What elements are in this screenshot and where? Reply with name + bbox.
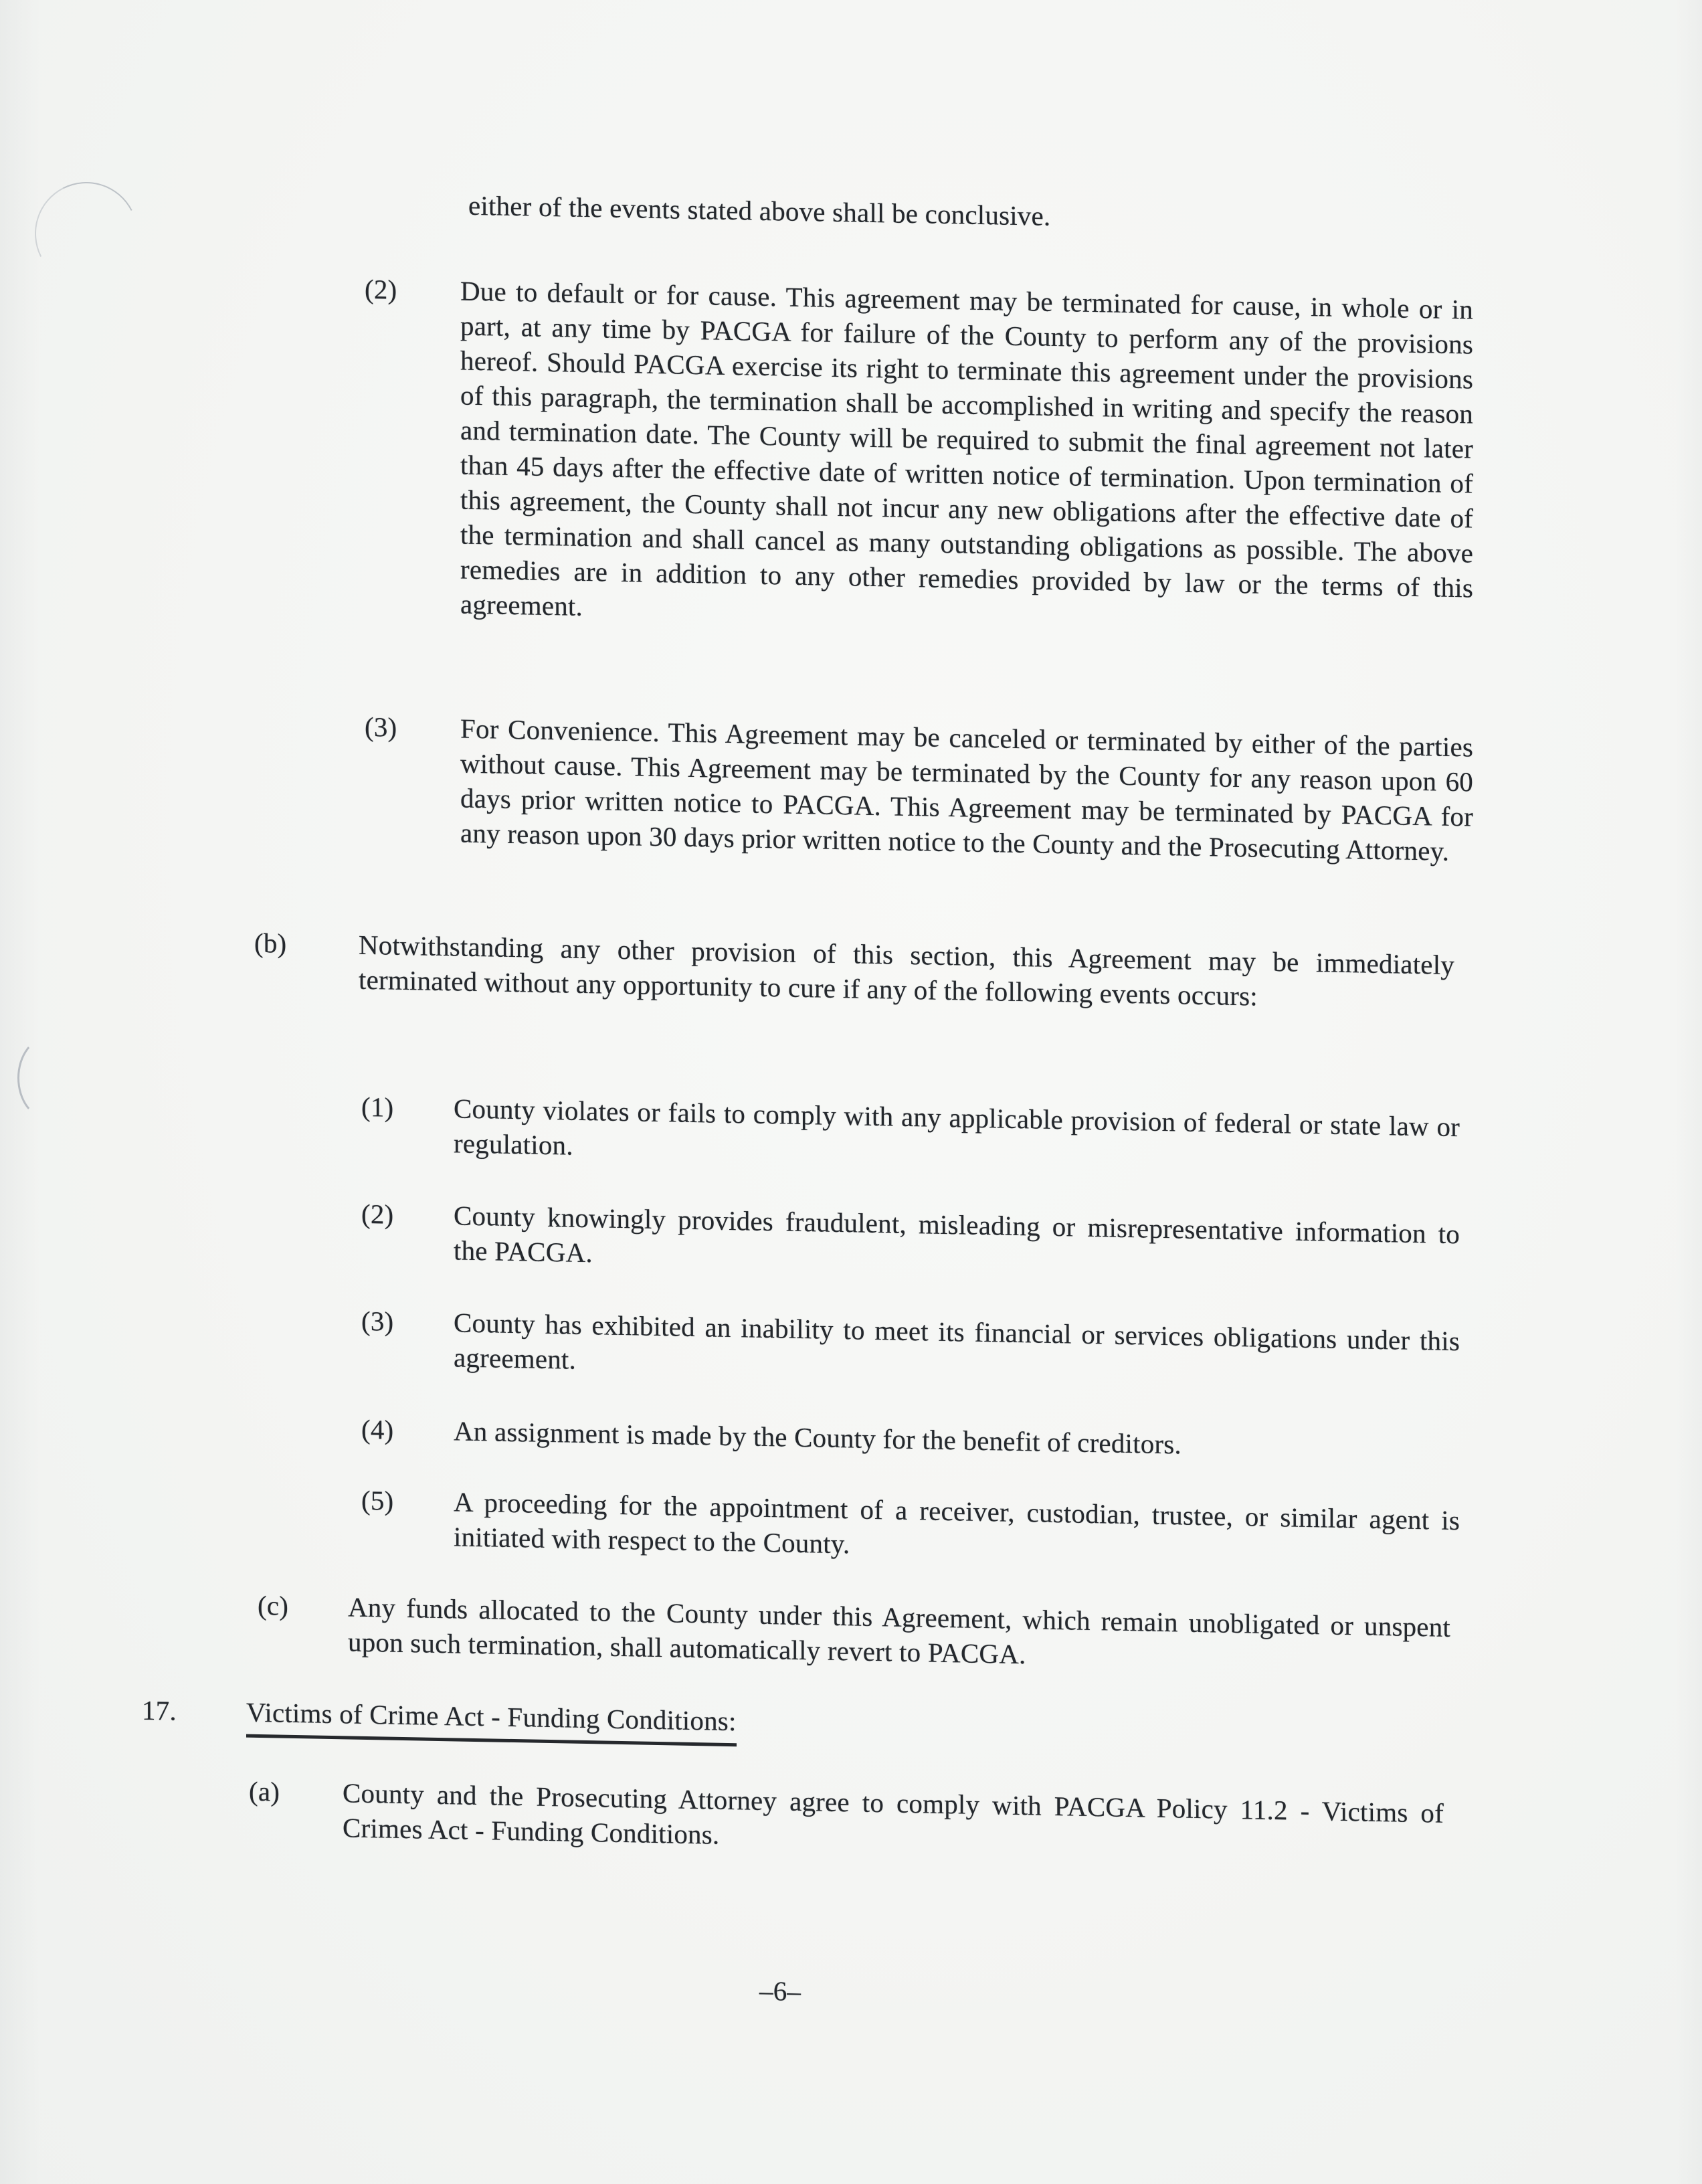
item-3-marker: (3) <box>365 711 397 743</box>
item-c-marker: (c) <box>258 1589 289 1621</box>
item-c-paragraph: Any funds allocated to the County under this Agreement, which remain unobligated or unspent upon such termination, shall automatically revert to PACGA. <box>348 1591 1450 1670</box>
section-17-heading <box>246 1695 1183 1755</box>
item-a-paragraph: County and the Prosecuting Attorney agree to comply with PACGA Policy 11.2 - Victims of Crimes Act - Funding Conditions. <box>343 1777 1444 1850</box>
section-17-number: 17. <box>142 1694 177 1726</box>
item-2-paragraph: Due to default or for cause. This agreement may be terminated for cause, in whole or in part, at any time by PACGA for failure of the County to perform any of the provisions hereof. Should PACGA exercise its right to terminate this agreement under the provisions of this paragraph, the termination shall be accomplished in writing and specify the reason and termination date. The County will be required to submit the final agreement not later than 45 days after the effective date of written notice of termination. Upon termination of this agreement, the County shall not incur any new obligations after the effective date of the termination and shall cancel as many outstanding obligations as possible. The above remedies are in addition to any other remedies provided by law or the terms of this agreement. <box>460 275 1473 622</box>
section-17-heading-text: Victims of Crime Act - Funding Conditions: <box>246 1695 737 1747</box>
item-b-paragraph: Notwithstanding any other provision of this section, this Agreement may be immediately terminated without any opportunity to cure if any of the following events occurs: <box>359 929 1454 1012</box>
event-5-paragraph: A proceeding for the appointment of a receiver, custodian, trustee, or similar agent is initiated with respect to the County. <box>454 1486 1460 1560</box>
item-2-marker: (2) <box>365 273 397 305</box>
event-3-paragraph: County has exhibited an inability to meet its financial or services obligations under this agreement. <box>454 1307 1460 1375</box>
event-1-marker: (1) <box>361 1091 394 1123</box>
continuation-line: either of the events stated above shall be conclusive. <box>468 189 1051 232</box>
event-3-marker: (3) <box>361 1305 394 1337</box>
item-3-paragraph: For Convenience. This Agreement may be canceled or terminated by either of the parties without cause. This Agreement may be terminated by the County for any reason upon 60 days prior written notice to PACGA. This Agreement may be terminated by PACGA for any reason upon 30 days prior written notice to the County and the Prosecuting Attorney. <box>460 713 1473 867</box>
item-a-marker: (a) <box>249 1775 280 1807</box>
event-4-marker: (4) <box>361 1413 394 1445</box>
event-5-marker: (5) <box>361 1484 394 1516</box>
event-2-paragraph: County knowingly provides fraudulent, misleading or misrepresentative information to the PACGA. <box>454 1200 1460 1269</box>
event-1-paragraph: County violates or fails to comply with any applicable provision of federal or state law or regulation. <box>454 1093 1460 1161</box>
item-b-marker: (b) <box>254 927 287 959</box>
event-4-paragraph: An assignment is made by the County for the benefit of creditors. <box>454 1415 1181 1460</box>
page-number: –6– <box>759 1975 801 2007</box>
event-2-marker: (2) <box>361 1198 394 1230</box>
